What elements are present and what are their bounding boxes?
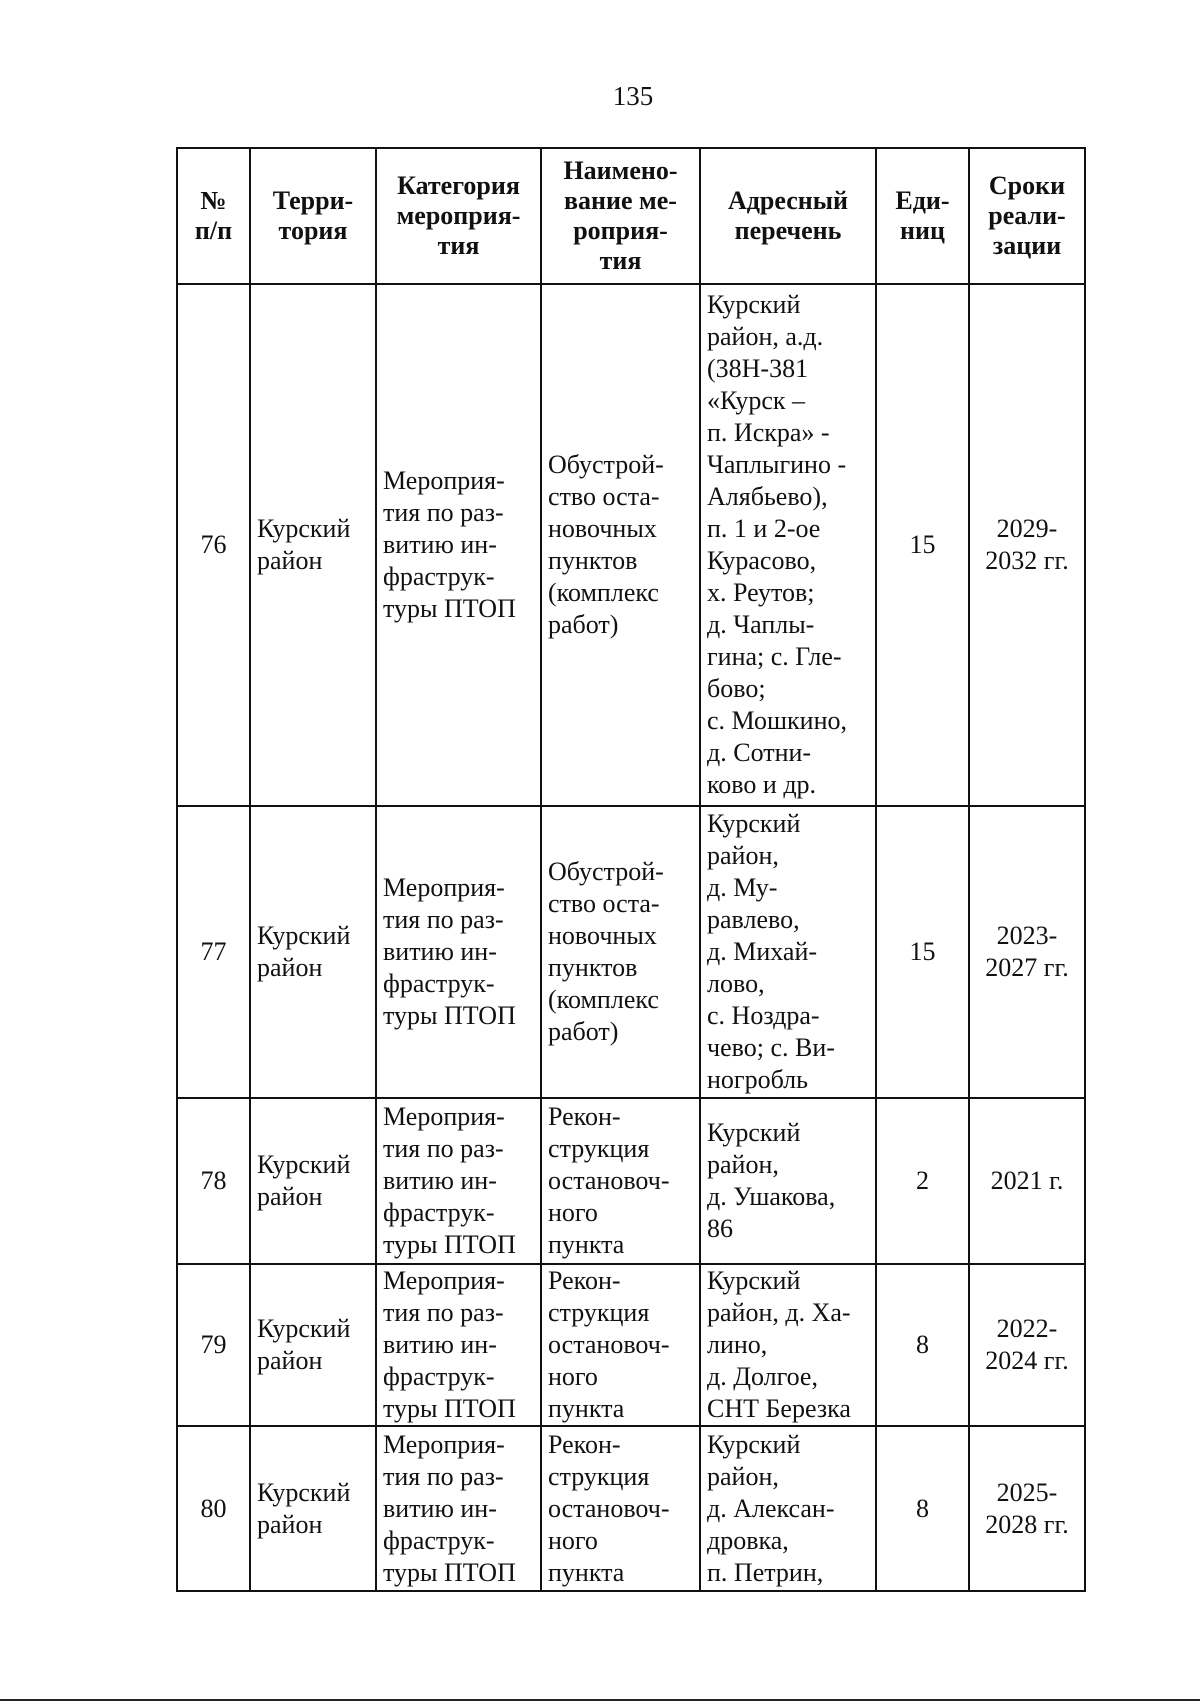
- cell-name: Обустрой- ство оста- новочных пунктов (комплекс работ): [541, 284, 700, 806]
- table-row: [177, 284, 1085, 806]
- cell-territory: Курский район: [250, 1426, 376, 1591]
- header-territory: Терри- тория: [250, 148, 376, 284]
- cell-units: 15: [876, 284, 969, 806]
- cell-period: 2025- 2028 гг.: [969, 1426, 1085, 1591]
- cell-category: Мероприя- тия по раз- витию ин- фраструк- туры ПТОП: [376, 284, 541, 806]
- cell-category: Мероприя- тия по раз- витию ин- фраструк- туры ПТОП: [376, 806, 541, 1098]
- cell-address: Курский район, д. Алексан- дровка, п. Петрин,: [700, 1426, 876, 1591]
- header-row: [177, 148, 1085, 284]
- table-row: [177, 1098, 1085, 1264]
- cell-name: Рекон- струкция остановоч- ного пункта: [541, 1264, 700, 1426]
- header-name: Наимено- вание ме- роприя- тия: [541, 148, 700, 284]
- cell-period: 2022- 2024 гг.: [969, 1264, 1085, 1426]
- cell-units: 8: [876, 1426, 969, 1591]
- header-period: Сроки реали- зации: [969, 148, 1085, 284]
- cell-num: 76: [177, 284, 250, 806]
- cell-name: Обустрой- ство оста- новочных пунктов (комплекс работ): [541, 806, 700, 1098]
- cell-units: 8: [876, 1264, 969, 1426]
- cell-period: 2023- 2027 гг.: [969, 806, 1085, 1098]
- cell-period: 2029- 2032 гг.: [969, 284, 1085, 806]
- table-row: [177, 806, 1085, 1098]
- cell-units: 15: [876, 806, 969, 1098]
- cell-territory: Курский район: [250, 806, 376, 1098]
- cell-address: Курский район, д. Ушакова, 86: [700, 1098, 876, 1264]
- measures-table: [176, 147, 1086, 1592]
- cell-territory: Курский район: [250, 1098, 376, 1264]
- table-row: [177, 1426, 1085, 1591]
- cell-name: Рекон- струкция остановоч- ного пункта: [541, 1426, 700, 1591]
- cell-units: 2: [876, 1098, 969, 1264]
- page-number: 135: [612, 81, 654, 111]
- cell-category: Мероприя- тия по раз- витию ин- фраструк- туры ПТОП: [376, 1264, 541, 1426]
- cell-num: 78: [177, 1098, 250, 1264]
- cell-num: 80: [177, 1426, 250, 1591]
- cell-territory: Курский район: [250, 1264, 376, 1426]
- table-row: [177, 1264, 1085, 1426]
- cell-territory: Курский район: [250, 284, 376, 806]
- cell-address: Курский район, д. Му- равлево, д. Михай- лово, с. Ноздра- чево; с. Ви- ногробль: [700, 806, 876, 1098]
- bottom-edge-line: [0, 1699, 1200, 1701]
- cell-num: 77: [177, 806, 250, 1098]
- cell-period: 2021 г.: [969, 1098, 1085, 1264]
- header-units: Еди- ниц: [876, 148, 969, 284]
- cell-name: Рекон- струкция остановоч- ного пункта: [541, 1098, 700, 1264]
- cell-category: Мероприя- тия по раз- витию ин- фраструк- туры ПТОП: [376, 1426, 541, 1591]
- header-category: Категория мероприя- тия: [376, 148, 541, 284]
- table-header: [177, 148, 1085, 284]
- cell-category: Мероприя- тия по раз- витию ин- фраструк- туры ПТОП: [376, 1098, 541, 1264]
- cell-address: Курский район, д. Ха- лино, д. Долгое, СНТ Березка: [700, 1264, 876, 1426]
- cell-num: 79: [177, 1264, 250, 1426]
- header-address: Адресный перечень: [700, 148, 876, 284]
- header-num: № п/п: [177, 148, 250, 284]
- cell-address: Курский район, а.д. (38Н-381 «Курск – п. Искра» - Чаплыгино - Алябьево), п. 1 и 2-ое Курасово, х. Реутов; д. Чаплы- гина; с. Гле- бово; с. Мошкино, д. Сотни- ково и др.: [700, 284, 876, 806]
- table-body: [177, 284, 1085, 1591]
